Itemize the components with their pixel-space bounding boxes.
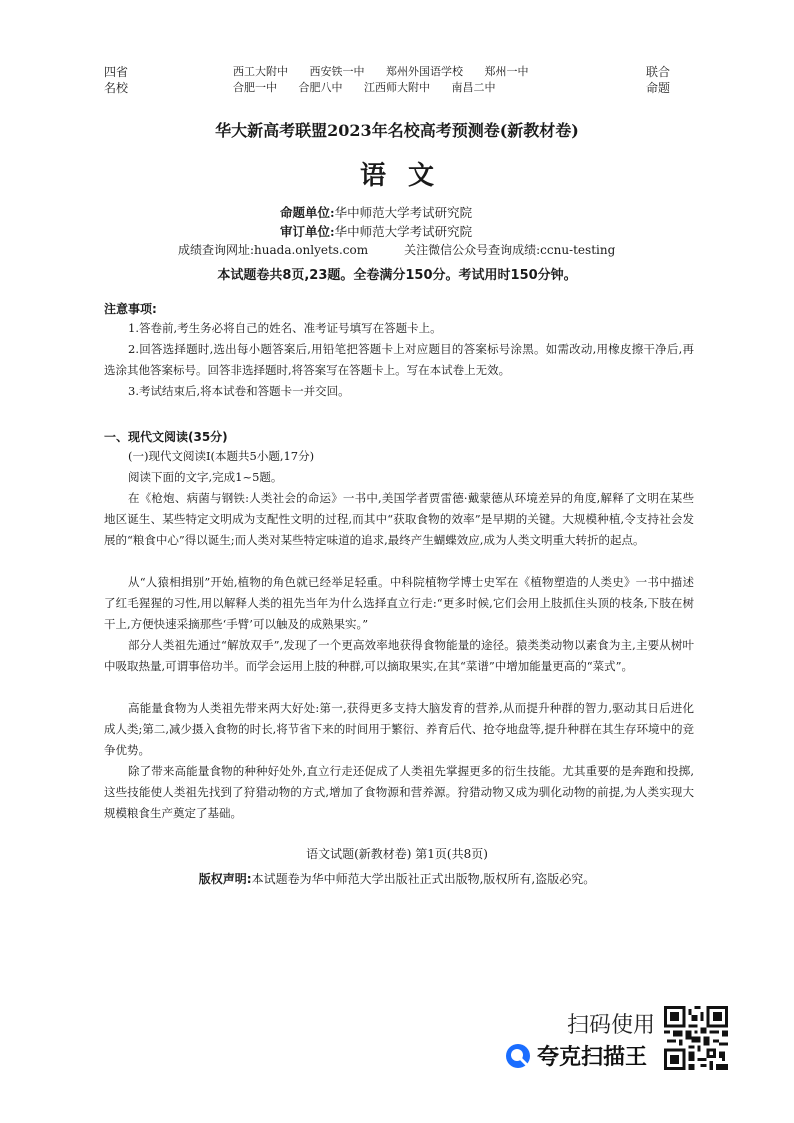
quark-logo-icon (505, 1043, 531, 1069)
header-left-top: 四省 (104, 65, 129, 79)
header-right-label (646, 64, 670, 96)
proposer-label: 命题单位: (280, 205, 335, 220)
school-name: 江西师大附中 (364, 81, 430, 94)
school-name: 南昌二中 (451, 81, 496, 94)
school-name: 西安铁一中 (309, 65, 365, 78)
passage-paragraph: 除了带来高能量食物的种种好处外,直立行走还促成了人类祖先掌握更多的衍生技能。尤其重要的是奔跑和投掷,这些技能使人类祖先找到了狩猎动物的方式,增加了食物源和营养源。狩猎动物又成为驯化动物的前提,为人类实现大规模粮食生产奠定了基础。 (104, 764, 694, 820)
notice-item: 1.答卷前,考生务必将自己的姓名、准考证号填写在答题卡上。 (128, 321, 442, 335)
exam-title: 华大新高考联盟2023年名校高考预测卷(新教材卷) (215, 121, 579, 140)
header-left-bottom: 名校 (104, 81, 129, 95)
exam-info: 本试题卷共8页,23题。全卷满分150分。考试用时150分钟。 (217, 268, 577, 283)
school-row-2 (233, 80, 547, 96)
qr-code-icon[interactable] (664, 1006, 728, 1070)
passage-paragraph: 从“人猿相揖别”开始,植物的角色就已经举足轻重。中科院植物学博士史军在《植物塑造的人类史》一书中描述了红毛猩猩的习性,用以解释人类的祖先当年为什么选择直立行走:“更多时候,它们会用上肢抓住头顶的枝条,下肢在树干上,方便快速采摘那些‘手臂’可以触及的成熟果实。” (104, 575, 694, 631)
notice-title: 注意事项: (104, 302, 157, 316)
school-name: 郑州一中 (484, 65, 529, 78)
section-instruction: 阅读下面的文字,完成1~5题。 (128, 470, 283, 484)
school-list (233, 64, 547, 96)
reviewer-label: 审订单位: (280, 224, 335, 239)
reviewer-value: 华中师范大学考试研究院 (334, 224, 473, 239)
query-website: 成绩查询网址:huada.onlyets.com (178, 243, 369, 257)
school-name: 合肥八中 (298, 81, 343, 94)
passage-paragraph: 部分人类祖先通过“解放双手”,发现了一个更高效率地获得食物能量的途径。猿类类动物以素食为主,主要从树叶中吸取热量,可谓事倍功半。而学会运用上肢的种群,可以摘取果实,在其“菜谱”中增加能量更高的“菜式”。 (104, 638, 694, 673)
scan-slogan: 扫码使用 (567, 1013, 656, 1038)
proposer-line (280, 203, 472, 221)
school-row-1 (233, 64, 547, 80)
reviewer-line (280, 222, 472, 240)
proposer-value: 华中师范大学考试研究院 (334, 205, 473, 220)
copyright-notice (0, 870, 794, 887)
copyright-text: 本试题卷为华中师范大学出版社正式出版物,版权所有,盗版必究。 (251, 872, 596, 886)
school-name: 合肥一中 (233, 81, 277, 94)
section-title: 一、现代文阅读(35分) (104, 430, 228, 444)
header-right-top: 联合 (646, 65, 671, 79)
school-name: 郑州外国语学校 (386, 65, 463, 78)
scanner-brand (505, 1040, 647, 1071)
page-footer: 语文试题(新教材卷) 第1页(共8页) (306, 847, 488, 861)
copyright-label: 版权声明: (198, 872, 252, 886)
section-subtitle: (一)现代文阅读Ⅰ(本题共5小题,17分) (128, 449, 315, 463)
subject-title: 语文 (359, 161, 456, 191)
query-wechat: 关注微信公众号查询成绩:ccnu-testing (404, 243, 616, 257)
notice-item: 3.考试结束后,将本试卷和答题卡一并交回。 (128, 384, 350, 398)
header-left-label (104, 64, 128, 96)
score-query-line (178, 241, 615, 258)
scanner-brand-name: 夸克扫描王 (537, 1045, 648, 1070)
passage-paragraph: 在《枪炮、病菌与钢铁:人类社会的命运》一书中,美国学者贾雷德·戴蒙德从环境差异的角度,解释了文明在某些地区诞生、某些特定文明成为支配性文明的过程,而其中“获取食物的效率”是早期的关键。大规模种植,令支持社会发展的“粮食中心”得以诞生;而人类对某些特定味道的追求,最终产生蝴蝶效应,成为人类文明重大转折的起点。 (104, 491, 694, 547)
header-right-bottom: 命题 (646, 81, 671, 95)
passage-paragraph: 高能量食物为人类祖先带来两大好处:第一,获得更多支持大脑发育的营养,从而提升种群的智力,驱动其日后进化成人类;第二,减少摄入食物的时长,将节省下来的时间用于繁衍、养育后代、抢夺地盘等,提升种群在其生存环境中的竞争优势。 (104, 701, 694, 757)
notice-item: 2.回答选择题时,选出每小题答案后,用铅笔把答题卡上对应题目的答案标号涂黑。如需改动,用橡皮擦干净后,再选涂其他答案标号。回答非选择题时,将答案写在答题卡上。写在本试卷上无效。 (104, 342, 694, 377)
school-name: 西工大附中 (233, 65, 288, 78)
